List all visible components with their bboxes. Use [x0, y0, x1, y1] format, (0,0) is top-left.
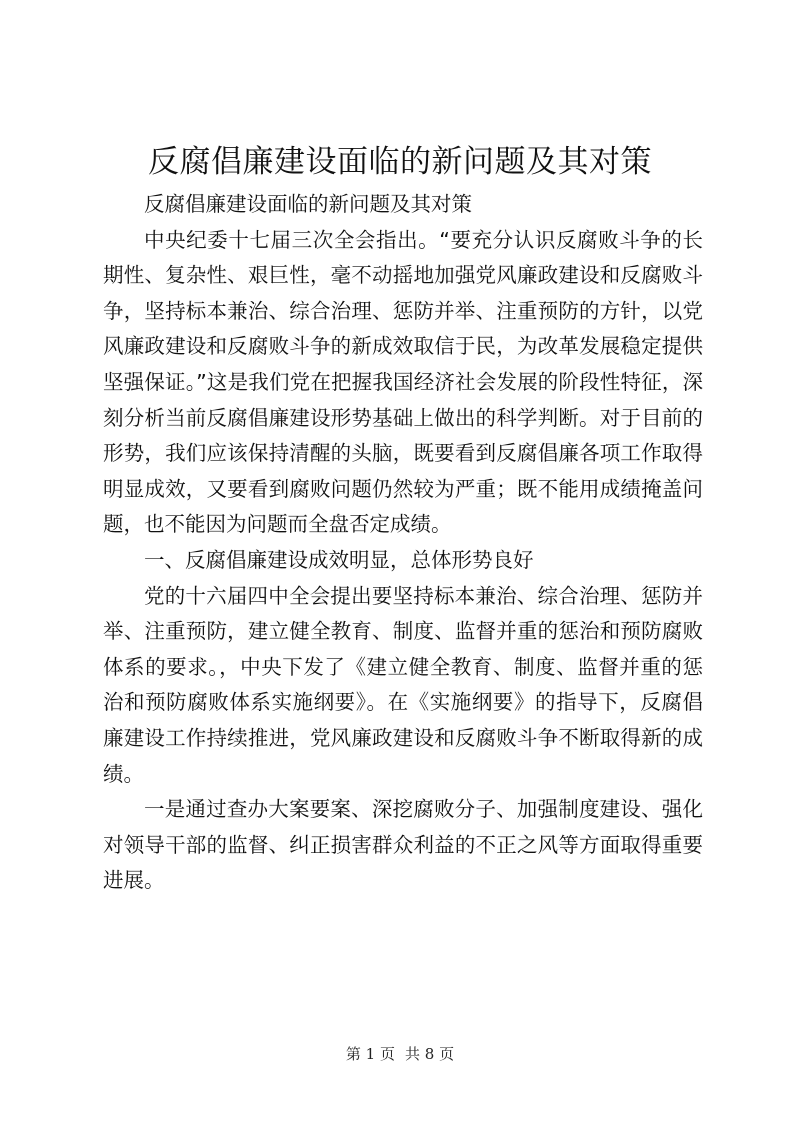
- paragraph-intro: 中央纪委十七届三次全会指出。“要充分认识反腐败斗争的长期性、复杂性、艰巨性，毫不动摇地加强党风廉政建设和反腐败斗争，坚持标本兼治、综合治理、惩防并举、注重预防的方针，以党风廉政建设和反腐败斗争的新成效取信于民，为改革发展稳定提供坚强保证。”这是我们党在把握我国经济社会发展的阶段性特征，深刻分析当前反腐倡廉建设形势基础上做出的科学判断。对于目前的形势，我们应该保持清醒的头脑，既要看到反腐倡廉各项工作取得明显成效，又要看到腐败问题仍然较为严重；既不能用成绩掩盖问题，也不能因为问题而全盘否定成绩。: [103, 227, 703, 537]
- paragraph-point-1: 一是通过查办大案要案、深挖腐败分子、加强制度建设、强化对领导干部的监督、纠正损害群众利益的不正之风等方面取得重要进展。: [103, 797, 703, 893]
- paragraph-subtitle: 反腐倡廉建设面临的新问题及其对策: [144, 192, 472, 216]
- document-body: [103, 187, 703, 899]
- page-footer: [0, 1044, 800, 1064]
- document-title: 反腐倡廉建设面临的新问题及其对策: [148, 144, 652, 180]
- paragraph-section-1: 党的十六届四中全会提出要坚持标本兼治、综合治理、惩防并举、注重预防，建立健全教育、制度、监督并重的惩治和预防腐败体系的要求。，中央下发了《建立健全教育、制度、监督并重的惩治和预防腐败体系实施纲要》。在《实施纲要》的指导下，反腐倡廉建设工作持续推进，党风廉政建设和反腐败斗争不断取得新的成绩。: [103, 583, 703, 786]
- page-number: 第 1 页: [345, 1045, 395, 1063]
- page-total: 共 8 页: [405, 1045, 455, 1063]
- section-heading-1: 一、反腐倡廉建设成效明显，总体形势良好: [144, 547, 534, 572]
